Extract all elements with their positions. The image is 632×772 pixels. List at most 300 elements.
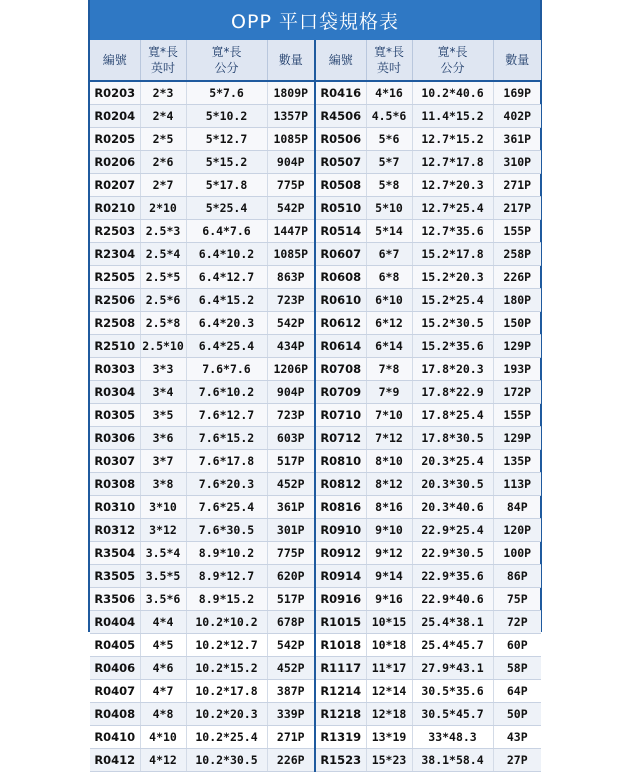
cell-size-cm: 17.8*30.5 <box>412 427 493 450</box>
table-row <box>90 749 315 772</box>
cell-size-inch: 2*5 <box>140 128 186 151</box>
cell-size-inch: 2*6 <box>140 151 186 174</box>
cell-size-inch: 8*16 <box>366 496 412 519</box>
cell-code: R3506 <box>90 588 140 611</box>
cell-code: R0507 <box>316 151 366 174</box>
cell-size-cm: 8.9*15.2 <box>186 588 267 611</box>
cell-code: R0510 <box>316 197 366 220</box>
table-row <box>90 427 315 450</box>
cell-quantity: 226P <box>267 749 315 772</box>
cell-code: R0404 <box>90 611 140 634</box>
cell-code: R2506 <box>90 289 140 312</box>
cell-code: R0405 <box>90 634 140 657</box>
cell-size-cm: 10.2*17.8 <box>186 680 267 703</box>
cell-size-inch: 6*14 <box>366 335 412 358</box>
cell-quantity: 1206P <box>267 358 315 381</box>
cell-size-inch: 4*16 <box>366 81 412 105</box>
cell-size-inch: 3*4 <box>140 381 186 404</box>
cell-size-cm: 6.4*10.2 <box>186 243 267 266</box>
cell-size-inch: 3*5 <box>140 404 186 427</box>
cell-code: R0408 <box>90 703 140 726</box>
cell-size-cm: 7.6*20.3 <box>186 473 267 496</box>
cell-code: R0506 <box>316 128 366 151</box>
cell-size-cm: 20.3*25.4 <box>412 450 493 473</box>
cell-size-cm: 6.4*7.6 <box>186 220 267 243</box>
table-row <box>316 358 541 381</box>
cell-quantity: 775P <box>267 174 315 197</box>
cell-quantity: 129P <box>493 335 541 358</box>
cell-size-cm: 8.9*12.7 <box>186 565 267 588</box>
cell-size-inch: 2.5*5 <box>140 266 186 289</box>
table-row <box>90 81 315 105</box>
cell-code: R0207 <box>90 174 140 197</box>
sheet-title: OPP 平口袋規格表 <box>90 0 540 40</box>
cell-code: R0205 <box>90 128 140 151</box>
cell-quantity: 129P <box>493 427 541 450</box>
cell-code: R4506 <box>316 105 366 128</box>
cell-quantity: 434P <box>267 335 315 358</box>
cell-size-cm: 15.2*35.6 <box>412 335 493 358</box>
cell-size-cm: 17.8*25.4 <box>412 404 493 427</box>
cell-quantity: 64P <box>493 680 541 703</box>
table-row <box>316 289 541 312</box>
cell-code: R0312 <box>90 519 140 542</box>
cell-code: R0303 <box>90 358 140 381</box>
cell-code: R0810 <box>316 450 366 473</box>
cell-code: R2508 <box>90 312 140 335</box>
cell-quantity: 452P <box>267 473 315 496</box>
cell-size-inch: 5*7 <box>366 151 412 174</box>
cell-size-cm: 20.3*30.5 <box>412 473 493 496</box>
cell-size-cm: 25.4*38.1 <box>412 611 493 634</box>
cell-size-cm: 12.7*20.3 <box>412 174 493 197</box>
cell-size-inch: 2.5*6 <box>140 289 186 312</box>
cell-size-cm: 6.4*20.3 <box>186 312 267 335</box>
cell-code: R0203 <box>90 81 140 105</box>
table-row <box>316 197 541 220</box>
table-row <box>316 726 541 749</box>
cell-code: R0610 <box>316 289 366 312</box>
cell-code: R0206 <box>90 151 140 174</box>
cell-code: R0204 <box>90 105 140 128</box>
table-row <box>90 266 315 289</box>
header-qty: 數量 <box>267 40 315 81</box>
cell-code: R0710 <box>316 404 366 427</box>
cell-quantity: 542P <box>267 197 315 220</box>
cell-size-cm: 10.2*10.2 <box>186 611 267 634</box>
cell-size-cm: 27.9*43.1 <box>412 657 493 680</box>
cell-size-inch: 10*15 <box>366 611 412 634</box>
table-row <box>90 220 315 243</box>
table-row <box>316 519 541 542</box>
cell-code: R1015 <box>316 611 366 634</box>
table-row <box>90 151 315 174</box>
cell-quantity: 301P <box>267 519 315 542</box>
cell-quantity: 1085P <box>267 128 315 151</box>
cell-size-cm: 22.9*25.4 <box>412 519 493 542</box>
table-row <box>316 611 541 634</box>
table-row <box>90 289 315 312</box>
cell-size-cm: 6.4*15.2 <box>186 289 267 312</box>
cell-size-cm: 30.5*35.6 <box>412 680 493 703</box>
spec-table-right <box>316 40 541 772</box>
cell-quantity: 180P <box>493 289 541 312</box>
cell-size-inch: 6*10 <box>366 289 412 312</box>
cell-quantity: 904P <box>267 151 315 174</box>
cell-size-inch: 3*3 <box>140 358 186 381</box>
cell-quantity: 50P <box>493 703 541 726</box>
cell-quantity: 135P <box>493 450 541 473</box>
cell-code: R0306 <box>90 427 140 450</box>
cell-code: R0305 <box>90 404 140 427</box>
cell-size-inch: 5*8 <box>366 174 412 197</box>
cell-size-cm: 15.2*17.8 <box>412 243 493 266</box>
table-row <box>316 680 541 703</box>
table-row <box>90 565 315 588</box>
header-inch: 寬*長 英吋 <box>366 40 412 81</box>
table-row <box>90 381 315 404</box>
cell-quantity: 150P <box>493 312 541 335</box>
cell-size-cm: 5*12.7 <box>186 128 267 151</box>
cell-quantity: 542P <box>267 634 315 657</box>
cell-size-cm: 22.9*35.6 <box>412 565 493 588</box>
cell-quantity: 620P <box>267 565 315 588</box>
cell-code: R0708 <box>316 358 366 381</box>
cell-size-inch: 4*7 <box>140 680 186 703</box>
cell-quantity: 226P <box>493 266 541 289</box>
cell-quantity: 271P <box>267 726 315 749</box>
cell-code: R0310 <box>90 496 140 519</box>
header-qty: 數量 <box>493 40 541 81</box>
cell-size-cm: 30.5*45.7 <box>412 703 493 726</box>
table-row <box>316 381 541 404</box>
cell-size-inch: 2.5*10 <box>140 335 186 358</box>
cell-quantity: 1357P <box>267 105 315 128</box>
cell-size-inch: 4*5 <box>140 634 186 657</box>
cell-size-cm: 12.7*17.8 <box>412 151 493 174</box>
cell-code: R2503 <box>90 220 140 243</box>
table-row <box>316 312 541 335</box>
cell-code: R0410 <box>90 726 140 749</box>
cell-size-cm: 15.2*20.3 <box>412 266 493 289</box>
table-row <box>316 266 541 289</box>
cell-code: R1214 <box>316 680 366 703</box>
cell-quantity: 904P <box>267 381 315 404</box>
cell-size-cm: 12.7*25.4 <box>412 197 493 220</box>
cell-code: R3505 <box>90 565 140 588</box>
cell-size-cm: 7.6*12.7 <box>186 404 267 427</box>
table-row <box>316 657 541 680</box>
cell-quantity: 172P <box>493 381 541 404</box>
cell-size-inch: 5*6 <box>366 128 412 151</box>
cell-quantity: 86P <box>493 565 541 588</box>
cell-size-inch: 3.5*4 <box>140 542 186 565</box>
cell-quantity: 678P <box>267 611 315 634</box>
cell-size-cm: 11.4*15.2 <box>412 105 493 128</box>
cell-size-inch: 4.5*6 <box>366 105 412 128</box>
table-row <box>90 358 315 381</box>
cell-quantity: 43P <box>493 726 541 749</box>
cell-code: R2505 <box>90 266 140 289</box>
cell-quantity: 542P <box>267 312 315 335</box>
cell-size-cm: 38.1*58.4 <box>412 749 493 772</box>
cell-size-cm: 15.2*25.4 <box>412 289 493 312</box>
cell-code: R0412 <box>90 749 140 772</box>
cell-code: R2510 <box>90 335 140 358</box>
cell-size-cm: 10.2*20.3 <box>186 703 267 726</box>
cell-size-cm: 12.7*15.2 <box>412 128 493 151</box>
cell-size-cm: 12.7*35.6 <box>412 220 493 243</box>
left-table-body <box>90 81 315 772</box>
cell-quantity: 517P <box>267 450 315 473</box>
cell-size-inch: 11*17 <box>366 657 412 680</box>
cell-quantity: 452P <box>267 657 315 680</box>
table-row <box>316 81 541 105</box>
cell-code: R1018 <box>316 634 366 657</box>
cell-code: R0914 <box>316 565 366 588</box>
cell-size-inch: 2*4 <box>140 105 186 128</box>
cell-quantity: 271P <box>493 174 541 197</box>
cell-size-cm: 17.8*20.3 <box>412 358 493 381</box>
cell-code: R0607 <box>316 243 366 266</box>
cell-size-cm: 6.4*25.4 <box>186 335 267 358</box>
cell-size-cm: 20.3*40.6 <box>412 496 493 519</box>
right-table-body <box>316 81 541 772</box>
cell-quantity: 723P <box>267 289 315 312</box>
table-row <box>316 128 541 151</box>
cell-size-inch: 9*10 <box>366 519 412 542</box>
cell-size-cm: 22.9*30.5 <box>412 542 493 565</box>
cell-size-inch: 13*19 <box>366 726 412 749</box>
cell-size-inch: 7*10 <box>366 404 412 427</box>
cell-quantity: 387P <box>267 680 315 703</box>
cell-size-cm: 10.2*40.6 <box>412 81 493 105</box>
cell-size-cm: 15.2*30.5 <box>412 312 493 335</box>
cell-quantity: 217P <box>493 197 541 220</box>
table-row <box>316 450 541 473</box>
table-row <box>90 404 315 427</box>
cell-size-inch: 6*8 <box>366 266 412 289</box>
table-row <box>90 496 315 519</box>
cell-size-inch: 7*8 <box>366 358 412 381</box>
cell-code: R0608 <box>316 266 366 289</box>
cell-quantity: 1447P <box>267 220 315 243</box>
table-row <box>316 588 541 611</box>
cell-size-inch: 10*18 <box>366 634 412 657</box>
cell-code: R0812 <box>316 473 366 496</box>
cell-size-inch: 15*23 <box>366 749 412 772</box>
cell-size-cm: 7.6*15.2 <box>186 427 267 450</box>
cell-code: R0912 <box>316 542 366 565</box>
cell-size-inch: 2*10 <box>140 197 186 220</box>
table-row <box>90 312 315 335</box>
cell-quantity: 27P <box>493 749 541 772</box>
cell-quantity: 603P <box>267 427 315 450</box>
cell-size-inch: 4*12 <box>140 749 186 772</box>
cell-size-cm: 5*25.4 <box>186 197 267 220</box>
header-code: 編號 <box>316 40 366 81</box>
table-row <box>316 565 541 588</box>
table-row <box>90 243 315 266</box>
cell-quantity: 258P <box>493 243 541 266</box>
cell-quantity: 84P <box>493 496 541 519</box>
table-row <box>316 243 541 266</box>
table-row <box>316 151 541 174</box>
table-row <box>316 105 541 128</box>
table-row <box>316 174 541 197</box>
table-row <box>90 726 315 749</box>
cell-size-inch: 9*12 <box>366 542 412 565</box>
table-row <box>316 473 541 496</box>
cell-quantity: 113P <box>493 473 541 496</box>
cell-size-cm: 5*10.2 <box>186 105 267 128</box>
cell-size-inch: 4*10 <box>140 726 186 749</box>
header-cm: 寬*長 公分 <box>186 40 267 81</box>
cell-quantity: 58P <box>493 657 541 680</box>
cell-quantity: 339P <box>267 703 315 726</box>
cell-size-cm: 33*48.3 <box>412 726 493 749</box>
spec-sheet <box>88 0 542 767</box>
cell-code: R0508 <box>316 174 366 197</box>
cell-size-cm: 10.2*25.4 <box>186 726 267 749</box>
cell-size-inch: 4*4 <box>140 611 186 634</box>
table-row <box>90 335 315 358</box>
cell-size-cm: 7.6*17.8 <box>186 450 267 473</box>
table-row <box>90 680 315 703</box>
cell-size-cm: 22.9*40.6 <box>412 588 493 611</box>
cell-size-inch: 3*8 <box>140 473 186 496</box>
cell-size-inch: 3*7 <box>140 450 186 473</box>
cell-code: R0712 <box>316 427 366 450</box>
header-cm: 寬*長 公分 <box>412 40 493 81</box>
cell-size-inch: 12*18 <box>366 703 412 726</box>
cell-size-inch: 3*6 <box>140 427 186 450</box>
table-row <box>90 519 315 542</box>
table-row <box>316 404 541 427</box>
cell-size-cm: 10.2*15.2 <box>186 657 267 680</box>
table-row <box>90 634 315 657</box>
cell-size-cm: 10.2*30.5 <box>186 749 267 772</box>
cell-quantity: 361P <box>493 128 541 151</box>
cell-quantity: 1809P <box>267 81 315 105</box>
cell-code: R0307 <box>90 450 140 473</box>
tables-wrapper <box>90 40 540 772</box>
cell-code: R0614 <box>316 335 366 358</box>
cell-size-cm: 5*15.2 <box>186 151 267 174</box>
table-row <box>90 611 315 634</box>
table-row <box>316 749 541 772</box>
table-row <box>316 634 541 657</box>
cell-size-inch: 9*14 <box>366 565 412 588</box>
cell-code: R0210 <box>90 197 140 220</box>
cell-size-inch: 2*7 <box>140 174 186 197</box>
table-row <box>90 197 315 220</box>
cell-size-inch: 2*3 <box>140 81 186 105</box>
cell-code: R0304 <box>90 381 140 404</box>
cell-size-cm: 7.6*10.2 <box>186 381 267 404</box>
cell-quantity: 723P <box>267 404 315 427</box>
cell-size-inch: 2.5*3 <box>140 220 186 243</box>
cell-code: R0514 <box>316 220 366 243</box>
cell-size-cm: 10.2*12.7 <box>186 634 267 657</box>
header-row <box>316 40 541 81</box>
cell-quantity: 775P <box>267 542 315 565</box>
table-row <box>90 703 315 726</box>
cell-size-inch: 5*10 <box>366 197 412 220</box>
cell-size-inch: 8*10 <box>366 450 412 473</box>
cell-quantity: 361P <box>267 496 315 519</box>
cell-code: R0416 <box>316 81 366 105</box>
cell-quantity: 193P <box>493 358 541 381</box>
table-row <box>316 220 541 243</box>
table-row <box>90 657 315 680</box>
cell-code: R3504 <box>90 542 140 565</box>
cell-code: R1218 <box>316 703 366 726</box>
cell-size-inch: 3.5*5 <box>140 565 186 588</box>
cell-size-inch: 9*16 <box>366 588 412 611</box>
cell-size-inch: 12*14 <box>366 680 412 703</box>
cell-size-inch: 3*12 <box>140 519 186 542</box>
header-row <box>90 40 315 81</box>
table-row <box>90 588 315 611</box>
cell-size-inch: 6*7 <box>366 243 412 266</box>
cell-size-cm: 6.4*12.7 <box>186 266 267 289</box>
header-code: 編號 <box>90 40 140 81</box>
table-row <box>316 496 541 519</box>
cell-size-inch: 3*10 <box>140 496 186 519</box>
cell-code: R0406 <box>90 657 140 680</box>
cell-size-cm: 7.6*30.5 <box>186 519 267 542</box>
cell-size-cm: 7.6*7.6 <box>186 358 267 381</box>
cell-quantity: 120P <box>493 519 541 542</box>
cell-code: R1523 <box>316 749 366 772</box>
cell-quantity: 100P <box>493 542 541 565</box>
spec-table-left <box>90 40 316 772</box>
table-row <box>90 105 315 128</box>
cell-quantity: 72P <box>493 611 541 634</box>
cell-quantity: 310P <box>493 151 541 174</box>
cell-size-inch: 2.5*4 <box>140 243 186 266</box>
table-row <box>316 703 541 726</box>
cell-size-cm: 8.9*10.2 <box>186 542 267 565</box>
cell-size-cm: 7.6*25.4 <box>186 496 267 519</box>
cell-quantity: 863P <box>267 266 315 289</box>
cell-size-inch: 4*6 <box>140 657 186 680</box>
cell-size-inch: 5*14 <box>366 220 412 243</box>
cell-code: R0407 <box>90 680 140 703</box>
cell-quantity: 60P <box>493 634 541 657</box>
table-row <box>90 450 315 473</box>
cell-size-inch: 3.5*6 <box>140 588 186 611</box>
cell-code: R2304 <box>90 243 140 266</box>
cell-size-cm: 25.4*45.7 <box>412 634 493 657</box>
cell-size-inch: 6*12 <box>366 312 412 335</box>
cell-quantity: 1085P <box>267 243 315 266</box>
cell-quantity: 402P <box>493 105 541 128</box>
cell-size-inch: 7*12 <box>366 427 412 450</box>
cell-size-cm: 17.8*22.9 <box>412 381 493 404</box>
cell-size-cm: 5*17.8 <box>186 174 267 197</box>
cell-code: R0308 <box>90 473 140 496</box>
cell-code: R1319 <box>316 726 366 749</box>
table-row <box>90 128 315 151</box>
table-row <box>316 427 541 450</box>
cell-code: R1117 <box>316 657 366 680</box>
cell-size-inch: 4*8 <box>140 703 186 726</box>
cell-size-cm: 5*7.6 <box>186 81 267 105</box>
table-row <box>90 174 315 197</box>
cell-code: R0916 <box>316 588 366 611</box>
